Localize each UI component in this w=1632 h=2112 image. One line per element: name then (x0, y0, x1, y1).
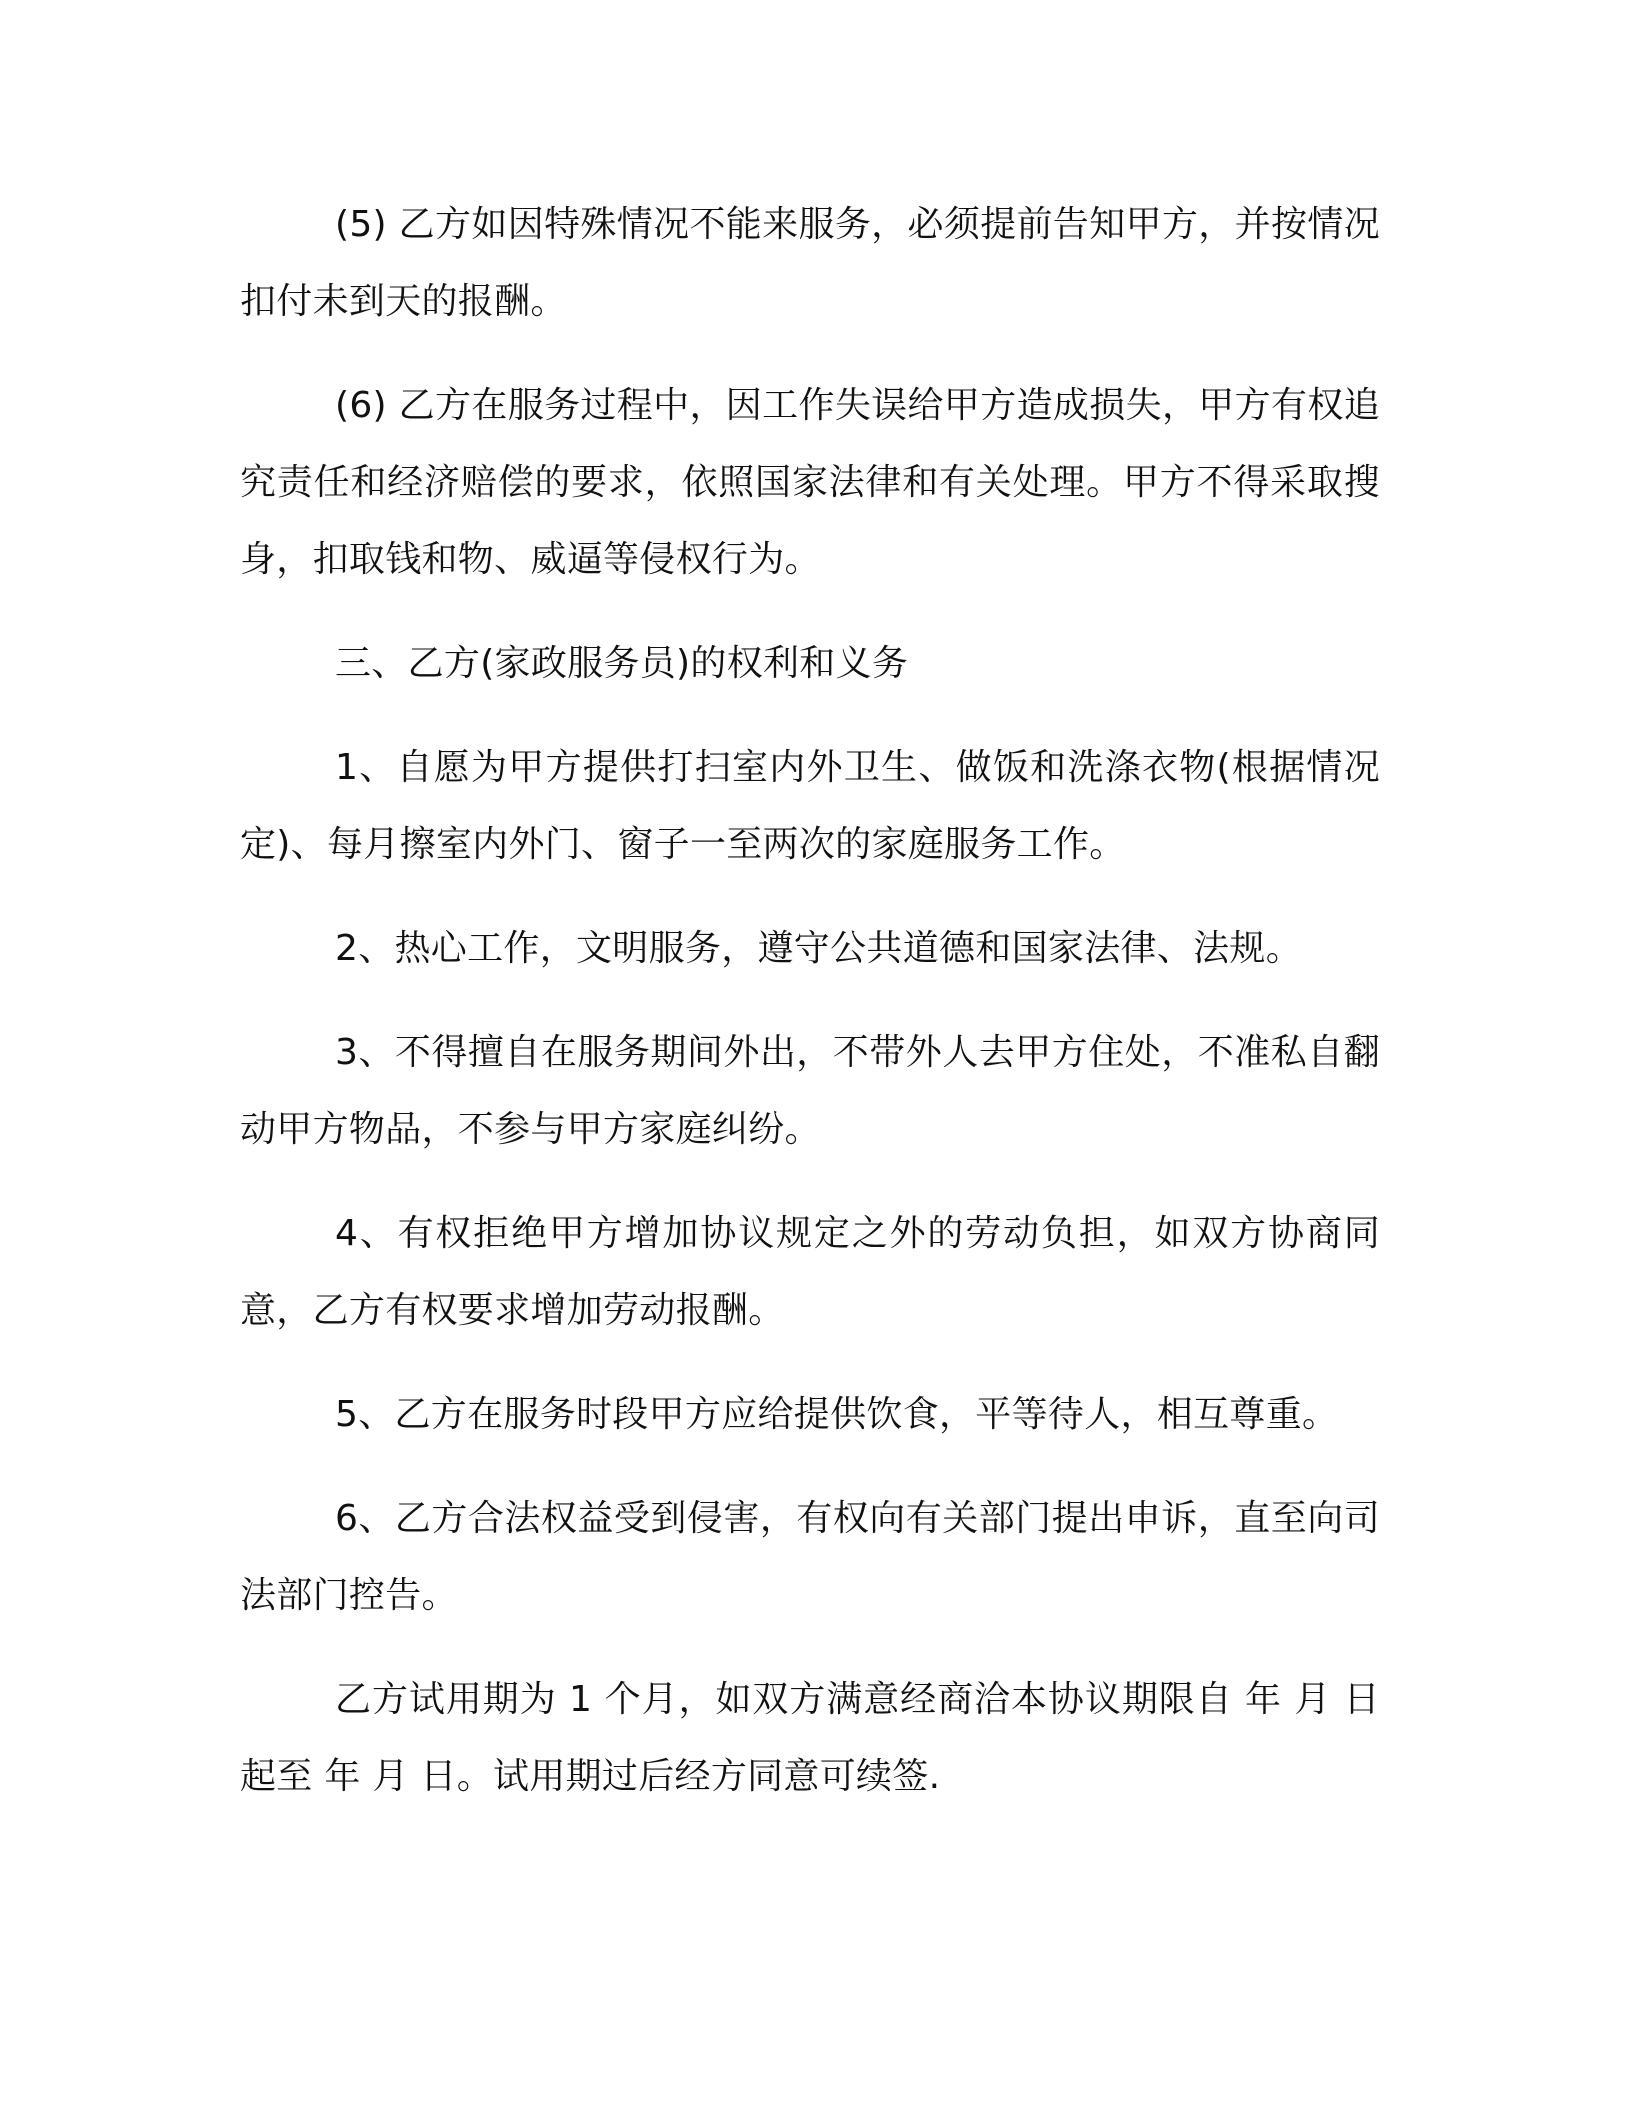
section-heading-rights-duties: 三、乙方(家政服务员)的权利和义务 (335, 643, 909, 684)
duty-3-paragraph: 3、不得擅自在服务期间外出，不带外人去甲方住处，不准私自翻动甲方物品，不参与甲方家庭纠纷。 (240, 1032, 1380, 1150)
document-body (240, 186, 1380, 1815)
duty-4-paragraph: 4、有权拒绝甲方增加协议规定之外的劳动负担，如双方协商同意，乙方有权要求增加劳动报酬。 (240, 1213, 1380, 1331)
duty-5-paragraph: 5、乙方在服务时段甲方应给提供饮食，平等待人，相互尊重。 (335, 1394, 1339, 1435)
probation-paragraph: 乙方试用期为 1 个月，如双方满意经商洽本协议期限自 年 月 日起至 年 月 日。试用期过后经方同意可续签. (240, 1679, 1380, 1797)
clause-6-paragraph: (6) 乙方在服务过程中，因工作失误给甲方造成损失，甲方有权追究责任和经济赔偿的要求，依照国家法律和有关处理。甲方不得采取搜身，扣取钱和物、威逼等侵权行为。 (240, 385, 1380, 580)
duty-1-paragraph: 1、自愿为甲方提供打扫室内外卫生、做饭和洗涤衣物(根据情况定)、每月擦室内外门、窗子一至两次的家庭服务工作。 (240, 747, 1380, 865)
duty-2-paragraph: 2、热心工作，文明服务，遵守公共道德和国家法律、法规。 (335, 928, 1303, 969)
duty-6-paragraph: 6、乙方合法权益受到侵害，有权向有关部门提出申诉，直至向司法部门控告。 (240, 1498, 1380, 1616)
clause-5-paragraph: (5) 乙方如因特殊情况不能来服务，必须提前告知甲方，并按情况扣付未到天的报酬。 (240, 204, 1380, 322)
